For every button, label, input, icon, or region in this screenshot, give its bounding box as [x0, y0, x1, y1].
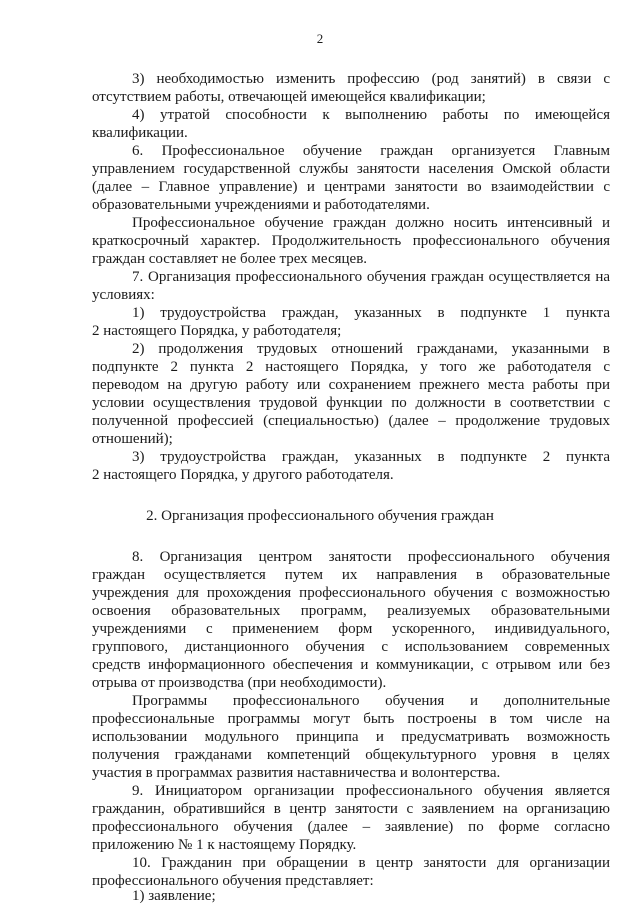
text-line: (далее – Главное управление) и центрами занятости во взаимодействии с — [92, 179, 610, 195]
text-line: условии осуществления трудовой функции по должности в соответствии с — [92, 395, 610, 411]
text-line: 2 настоящего Порядка, у другого работодателя. — [92, 467, 394, 483]
text-line: приложению № 1 к настоящему Порядку. — [92, 837, 357, 853]
text-line: учреждения для прохождения профессионального обучения с возможностью — [92, 585, 610, 601]
text-line: профессионального обучения (далее – заявление) по форме согласно — [92, 819, 610, 835]
page-number: 2 — [316, 31, 324, 46]
text-line: граждан осуществляется путем их направления в образовательные — [92, 567, 610, 583]
text-line: получения гражданами компетенций общекультурного уровня в целях — [92, 747, 610, 763]
text-line: 10. Гражданин при обращении в центр занятости для организации — [132, 855, 610, 871]
text-line: профессиональные программы могут быть построены в том числе на — [92, 711, 610, 727]
text-line: учреждениями с применением форм ускоренного, индивидуального, — [92, 621, 610, 637]
text-line: гражданин, обратившийся в центр занятости с заявлением на организацию — [92, 801, 610, 817]
text-line: управлением государственной службы занятости населения Омской области — [92, 161, 610, 177]
text-line: квалификации. — [92, 125, 188, 141]
text-line: 9. Инициатором организации профессионального обучения является — [132, 783, 610, 799]
text-line: 1) трудоустройства граждан, указанных в подпункте 1 пункта — [132, 305, 610, 321]
text-line: участия в программах развития наставничества и волонтерства. — [92, 765, 501, 781]
text-line: 4) утратой способности к выполнению работы по имеющейся — [132, 107, 610, 123]
section-heading: 2. Организация профессионального обучения граждан — [146, 508, 494, 524]
text-line: использовании модульного принципа и предусматривать возможность — [92, 729, 610, 745]
text-line: 6. Профессиональное обучение граждан организуется Главным — [132, 143, 610, 159]
text-line: краткосрочный характер. Продолжительность профессионального обучения — [92, 233, 610, 249]
text-line: 3) трудоустройства граждан, указанных в подпункте 2 пункта — [132, 449, 610, 465]
text-line: отсутствием работы, отвечающей имеющейся квалификации; — [92, 89, 486, 105]
text-line: 1) заявление; — [132, 888, 216, 904]
text-line: освоения образовательных программ, реализуемых образовательными — [92, 603, 610, 619]
text-line: профессионального обучения представляет: — [92, 873, 374, 889]
text-line: Профессиональное обучение граждан должно носить интенсивный и — [132, 215, 610, 231]
text-line: граждан составляет не более трех месяцев. — [92, 251, 368, 267]
text-line: образовательными учреждениями и работодателями. — [92, 197, 430, 213]
text-line: 2) продолжения трудовых отношений гражданами, указанными в — [132, 341, 610, 357]
text-line: полученной профессией (специальностью) (далее – продолжение трудовых — [92, 413, 610, 429]
text-line: подпункте 2 пункта 2 настоящего Порядка, у того же работодателя с — [92, 359, 610, 375]
text-line: переводом на другую работу или сохранением прежнего места работы при — [92, 377, 610, 393]
text-line: средств информационного обеспечения и коммуникации, с отрывом или без — [92, 657, 610, 673]
text-line: условиях: — [92, 287, 155, 303]
text-line: 3) необходимостью изменить профессию (род занятий) в связи с — [132, 71, 610, 87]
text-line: отрыва от производства (при необходимости). — [92, 675, 387, 691]
text-line: 7. Организация профессионального обучения граждан осуществляется на — [132, 269, 610, 285]
text-line: Программы профессионального обучения и дополнительные — [132, 693, 610, 709]
text-line: 2 настоящего Порядка, у работодателя; — [92, 323, 342, 339]
text-line: 8. Организация центром занятости профессионального обучения — [132, 549, 610, 565]
text-line: группового, дистанционного обучения с использованием современных — [92, 639, 610, 655]
text-line: отношений); — [92, 431, 173, 447]
